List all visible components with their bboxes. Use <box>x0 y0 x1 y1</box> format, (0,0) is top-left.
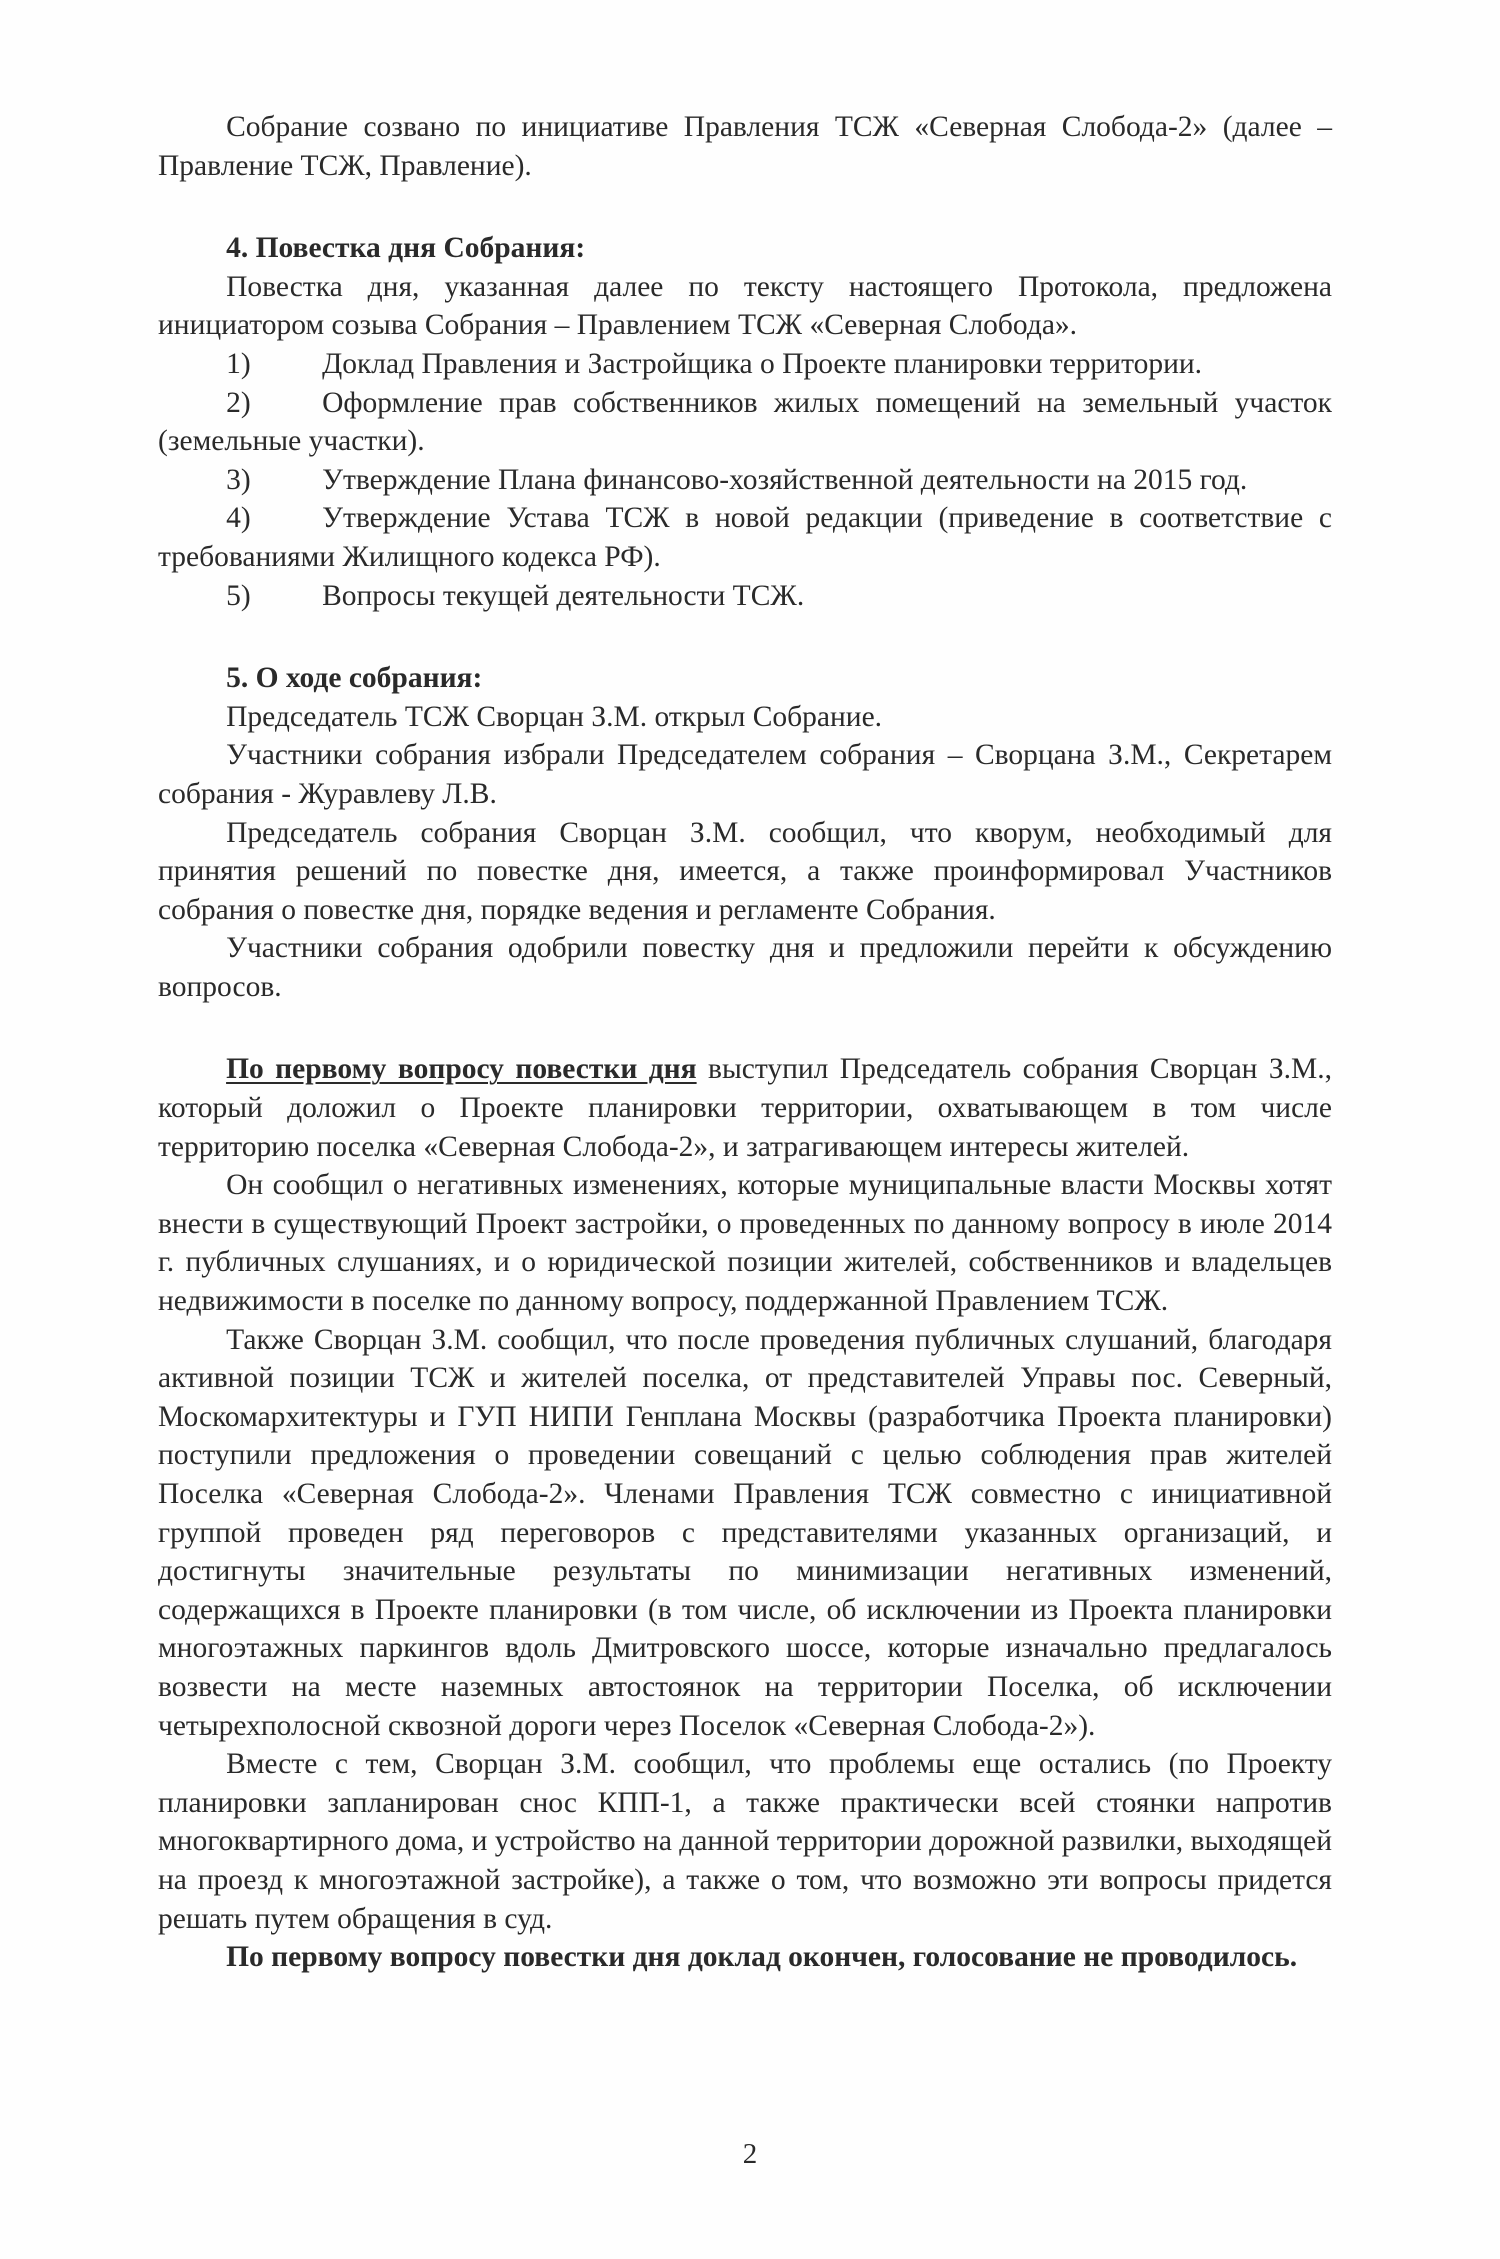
question-1-paragraph-2: Также Сворцан З.М. сообщил, что после проведения публичных слушаний, благодаря активной позиции ТСЖ и жителей поселка, от представителей Управы пос. Северный, Москомархитектуры и ГУП НИПИ Генплана Москвы (разработчика Проекта планировки) поступили предложения о проведении совещаний с целью соблюдения прав жителей Поселка «Северная Слобода-2». Членами Правления ТСЖ совместно с инициативной группой проведен ряд переговоров с представителями указанных организаций, и достигнуты значительные результаты по минимизации негативных изменений, содержащихся в Проекте планировки (в том числе, об исключении из Проекта планировки многоэтажных паркингов вдоль Дмитровского шоссе, которые изначально предлагалось возвести на месте наземных автостоянок на территории Поселка, об исключении четырехполосной сквозной дороги через Поселок «Северная Слобода-2»). <box>158 1323 1332 1742</box>
agenda-item-number: 3) <box>226 463 251 496</box>
agenda-item-5 <box>158 577 1332 616</box>
question-1-paragraph-3: Вместе с тем, Сворцан З.М. сообщил, что проблемы еще остались (по Проекту планировки запланирован снос КПП-1, а также практически всей стоянки напротив многоквартирного дома, и устройство на данной территории дорожной развилки, выходящей на проезд к многоэтажной застройке), а также о том, что возможно эти вопросы придется решать путем обращения в суд. <box>158 1748 1332 1935</box>
agenda-item-2 <box>158 384 1332 461</box>
spacer <box>158 185 1332 229</box>
agenda-item-number: 4) <box>226 502 251 535</box>
agenda-item-text: Утверждение Устава ТСЖ в новой редакции (приведение в соответствие с требованиями Жилищного кодекса РФ). <box>158 502 1332 573</box>
page-number: 2 <box>742 2138 758 2170</box>
section-5-paragraph-4: Участники собрания одобрили повестку дня и предложили перейти к обсуждению вопросов. <box>158 932 1332 1003</box>
question-1-conclusion: По первому вопросу повестки дня доклад окончен, голосование не проводилось. <box>226 1941 1298 1974</box>
agenda-item-3 <box>158 461 1332 500</box>
question-1-underlined-lead: По первому вопросу повестки дня <box>226 1053 697 1086</box>
agenda-item-number: 1) <box>226 347 251 380</box>
spacer <box>158 1006 1332 1050</box>
agenda-item-4 <box>158 499 1332 576</box>
section-5-paragraph-2: Участники собрания избрали Председателем собрания – Сворцана З.М., Секретарем собрания - Журавлеву Л.В. <box>158 739 1332 810</box>
intro-paragraph: Собрание созвано по инициативе Правления ТСЖ «Северная Слобода-2» (далее – Правление ТСЖ, Правление). <box>158 111 1332 182</box>
agenda-item-text: Вопросы текущей деятельности ТСЖ. <box>322 579 805 612</box>
question-1-paragraph-1: Он сообщил о негативных изменениях, которые муниципальные власти Москвы хотят внести в существующий Проект застройки, о проведенных по данному вопросу в июле 2014 г. публичных слушаниях, и о юридической позиции жителей, собственников и владельцев недвижимости в поселке по данному вопросу, поддержанной Правлением ТСЖ. <box>158 1169 1332 1318</box>
section-5-heading: 5. О ходе собрания: <box>226 662 483 695</box>
agenda-item-number: 2) <box>226 386 251 419</box>
agenda-item-text: Утверждение Плана финансово-хозяйственной деятельности на 2015 год. <box>322 463 1248 496</box>
agenda-item-text: Доклад Правления и Застройщика о Проекте планировки территории. <box>322 347 1203 380</box>
question-1-lead-text: выступил Председатель собрания Сворцан З.М., который доложил о Проекте планировки территории, охватывающем в том числе территорию поселка «Северная Слобода-2», и затрагивающем интересы жителей. <box>158 1053 1332 1163</box>
agenda-item-text: Оформление прав собственников жилых помещений на земельный участок (земельные участки). <box>158 386 1332 458</box>
section-5-paragraph-1: Председатель ТСЖ Сворцан З.М. открыл Собрание. <box>226 700 883 733</box>
spacer <box>158 615 1332 659</box>
section-4-intro: Повестка дня, указанная далее по тексту настоящего Протокола, предложена инициатором созыва Собрания – Правлением ТСЖ «Северная Слобода». <box>158 270 1332 342</box>
question-1-lead-paragraph <box>158 1050 1332 1166</box>
section-5-paragraph-3: Председатель собрания Сворцан З.М. сообщил, что кворум, необходимый для принятия решений по повестке дня, имеется, а также проинформировал Участников собрания о повестке дня, порядке ведения и регламенте Собрания. <box>158 816 1332 926</box>
agenda-item-number: 5) <box>226 579 251 612</box>
document-body <box>158 108 1332 1977</box>
agenda-item-1 <box>158 345 1332 384</box>
section-4-heading: 4. Повестка дня Собрания: <box>226 232 586 265</box>
